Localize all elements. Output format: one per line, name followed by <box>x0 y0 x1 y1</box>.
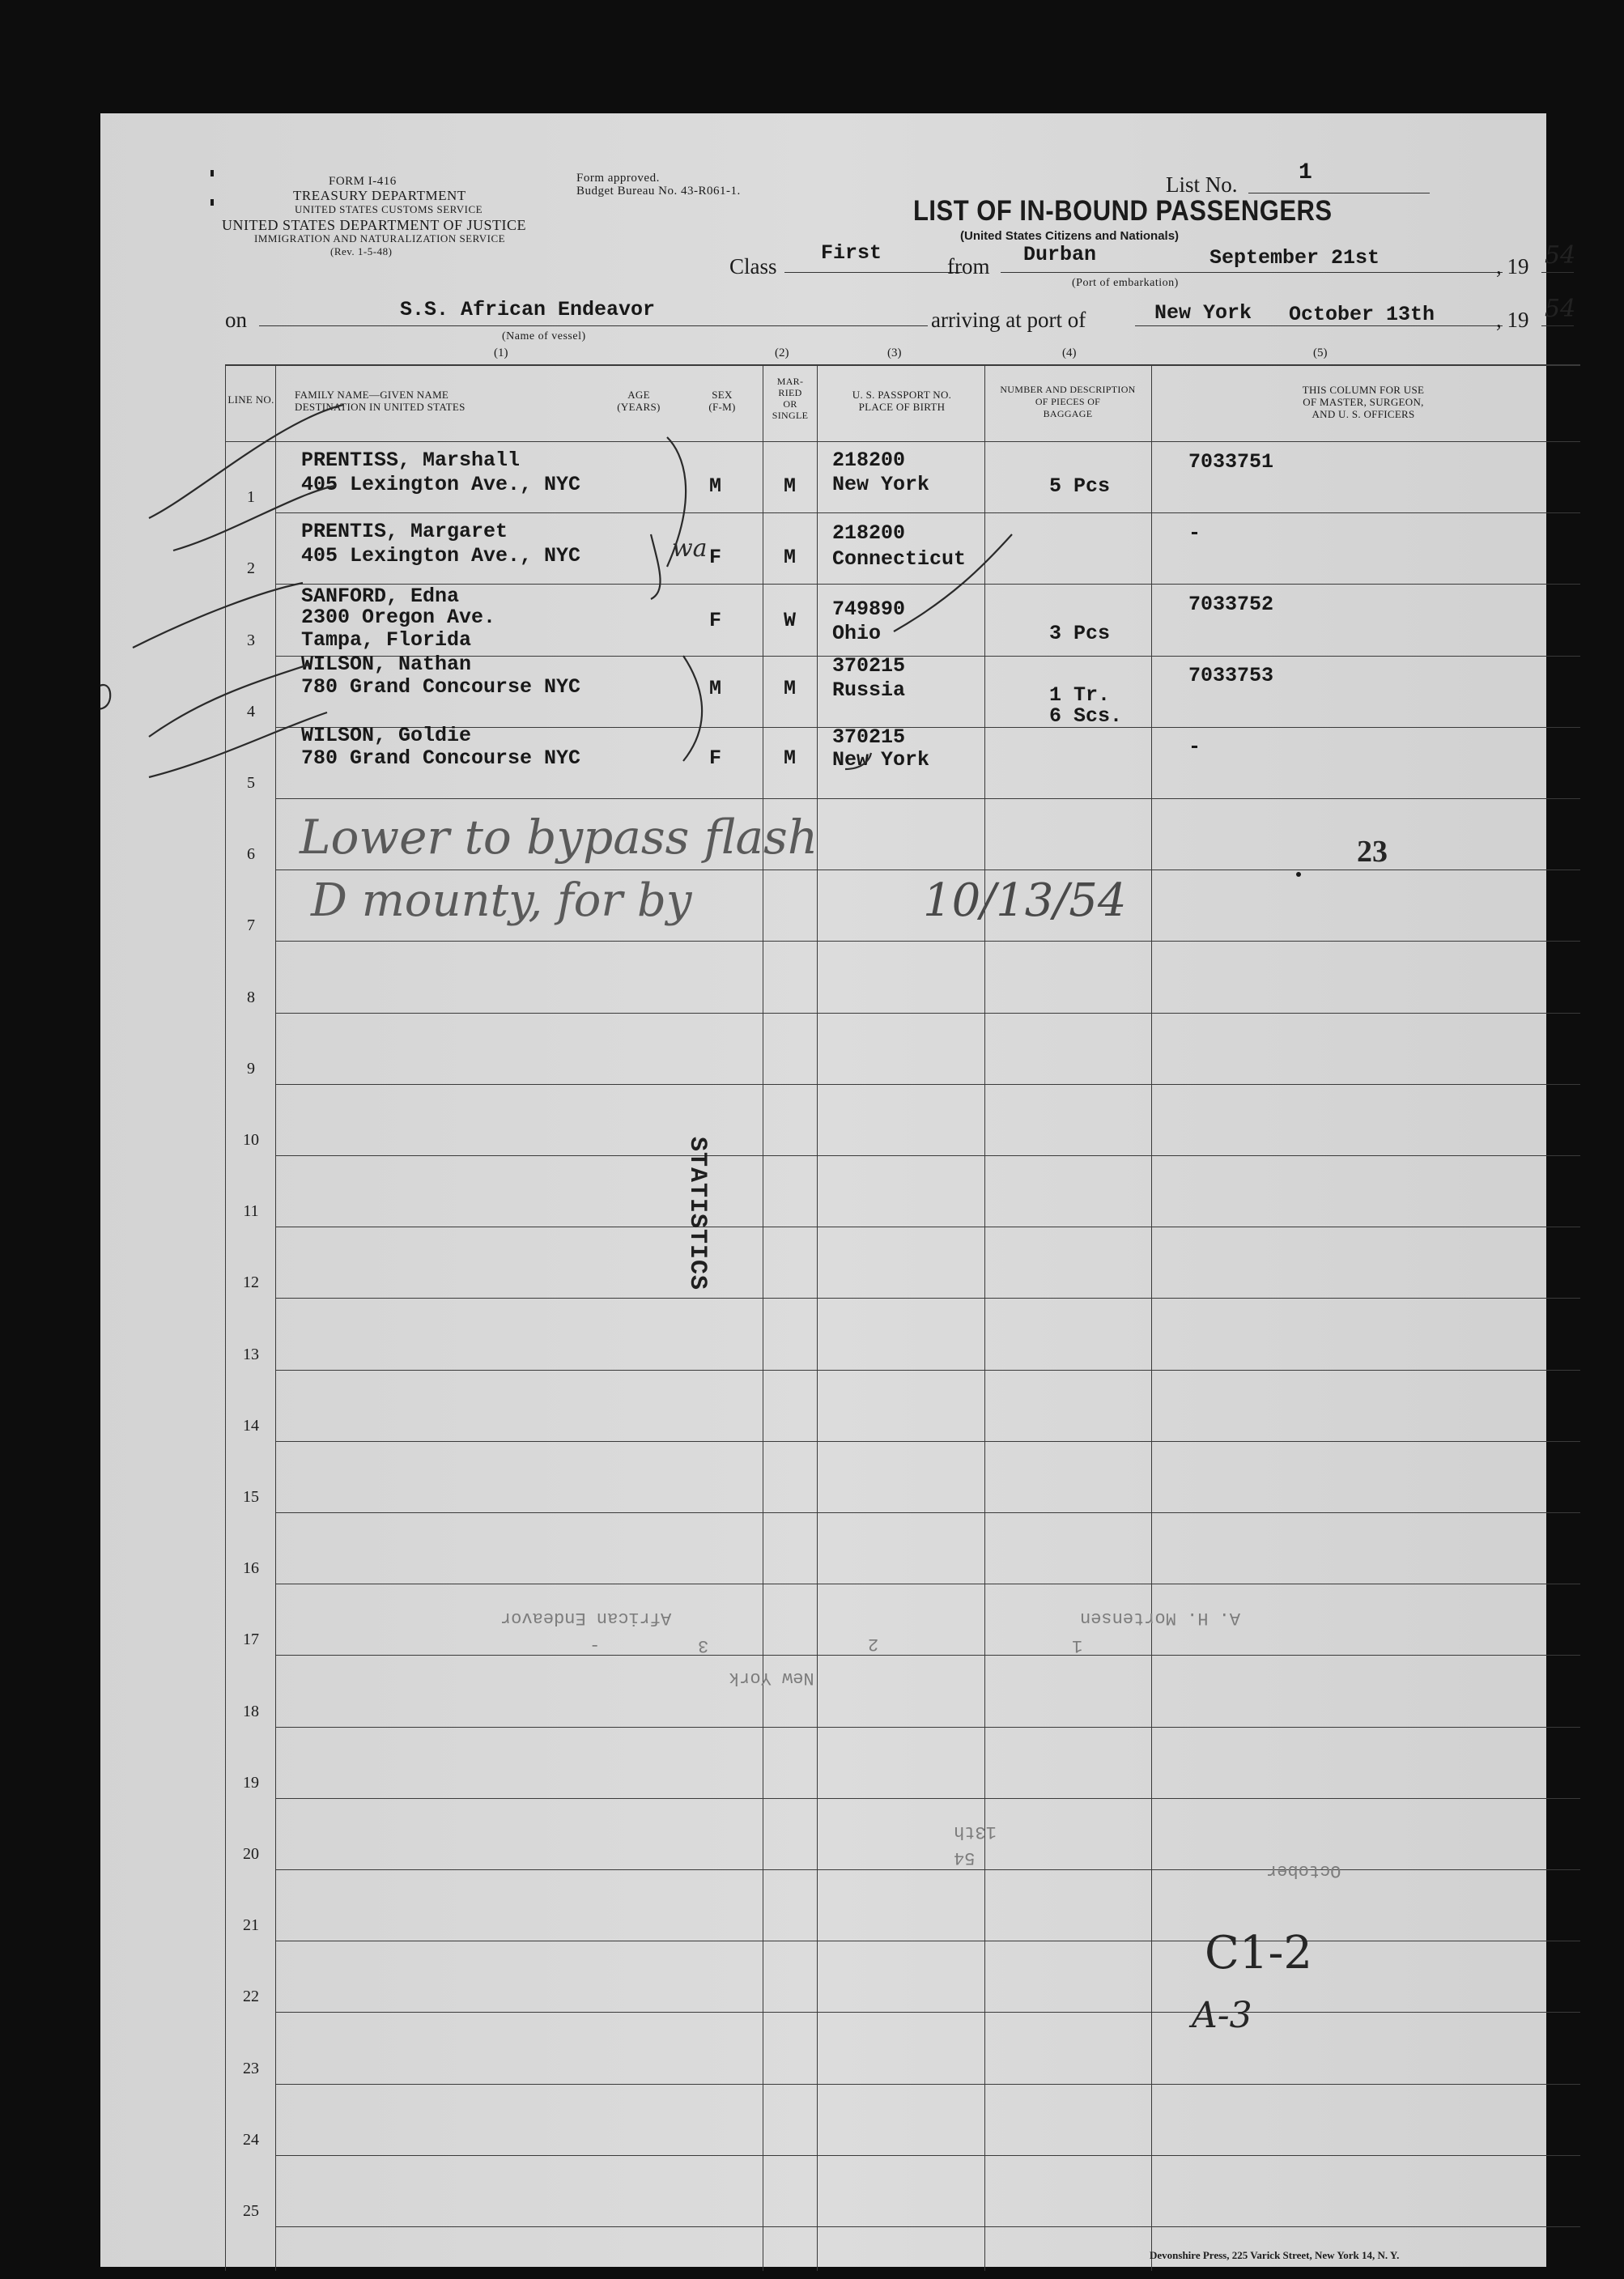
passenger-name: WILSON, Goldie <box>301 724 472 747</box>
birthplace: Russia <box>832 678 906 702</box>
passenger-name: WILSON, Nathan <box>301 653 472 676</box>
bleed-through-text: A. H. Mortensen <box>1080 1608 1241 1628</box>
vessel-name: S.S. African Endeavor <box>400 298 656 321</box>
bleed-through-text: African Endeavor <box>500 1608 672 1628</box>
bracket-mark <box>683 656 702 761</box>
passenger-marital: W <box>784 609 797 632</box>
passport-number: 218200 <box>832 449 906 472</box>
officer-entry: - <box>1188 735 1201 759</box>
from-label: from <box>947 254 990 278</box>
line-number: 6 <box>247 845 255 864</box>
officer-entry: 7033751 <box>1188 450 1274 474</box>
form-number: FORM I-416 <box>329 175 397 188</box>
passenger-sex: M <box>709 677 722 700</box>
header-baggage: NUMBER AND DESCRIPTION OF PIECES OF BAGGAGE <box>1000 384 1136 419</box>
vessel-caption: (Name of vessel) <box>502 330 586 342</box>
handwritten-note: Lower to bypass flash <box>300 810 818 865</box>
line-number: 9 <box>247 1059 255 1078</box>
header-name: FAMILY NAME—GIVEN NAME DESTINATION IN UNITED STATES <box>295 389 466 413</box>
customs-service: UNITED STATES CUSTOMS SERVICE <box>295 203 483 215</box>
col-number-1: (1) <box>494 347 508 359</box>
officer-entry: 7033753 <box>1188 664 1274 687</box>
margin-tick <box>210 170 214 176</box>
line-number: 12 <box>243 1273 259 1292</box>
bleed-through-text: - <box>589 1635 601 1656</box>
passenger-sex: F <box>709 546 722 569</box>
bleed-through-paragraph <box>262 1627 1525 1797</box>
passport-number: 370215 <box>832 654 906 678</box>
passenger-name: SANFORD, Edna <box>301 585 460 608</box>
passenger-marital: M <box>784 474 797 498</box>
officer-entry: - <box>1188 521 1201 545</box>
passenger-address: 405 Lexington Ave., NYC <box>301 473 581 496</box>
bracket-mark <box>651 534 661 599</box>
passenger-sex: F <box>709 609 722 632</box>
baggage: 1 Tr. 6 Scs. <box>1049 683 1123 728</box>
line-number: 24 <box>243 2130 259 2149</box>
line-number: 22 <box>243 1988 259 2006</box>
statistics-stamp: STATISTICS <box>683 1137 711 1291</box>
line-number: 16 <box>243 1559 259 1578</box>
line-number: 11 <box>243 1202 259 1221</box>
birthplace: New York <box>832 473 930 496</box>
col-number-2: (2) <box>775 347 789 359</box>
form-approved: Form approved. <box>576 172 660 185</box>
arrival-year: 54 <box>1545 295 1576 323</box>
handwritten-signature: D mounty, for by <box>311 874 692 927</box>
line-number: 2 <box>247 559 255 578</box>
header-passport: U. S. PASSPORT NO. PLACE OF BIRTH <box>852 389 952 413</box>
passport-number: 218200 <box>832 521 906 545</box>
header-marital: MAR- RIED OR SINGLE <box>772 376 809 421</box>
embarkation-port: Durban <box>1023 243 1097 266</box>
class-value: First <box>821 241 882 265</box>
passenger-marital: M <box>784 677 797 700</box>
margin-mark <box>100 685 110 709</box>
line-number: 8 <box>247 988 255 1006</box>
strike-mark <box>894 534 1012 631</box>
passenger-sex: F <box>709 746 722 770</box>
manifest-page <box>100 113 1576 2267</box>
bleed-through-text: 3 <box>698 1635 709 1656</box>
passenger-address: 780 Grand Concourse NYC <box>301 675 581 699</box>
bleed-through-text: New York <box>729 1668 814 1688</box>
col-number-5: (5) <box>1313 347 1328 359</box>
header-officers: THIS COLUMN FOR USE OF MASTER, SURGEON, AND U. S. OFFICERS <box>1302 384 1425 420</box>
header-sex: SEX (F-M) <box>708 389 736 413</box>
treasury-department: TREASURY DEPARTMENT <box>293 188 466 203</box>
line-number: 7 <box>247 916 255 935</box>
form-revision: (Rev. 1-5-48) <box>330 245 393 257</box>
strike-mark <box>149 664 311 737</box>
line-number: 19 <box>243 1773 259 1792</box>
class-label: Class <box>729 254 777 278</box>
line-number: 21 <box>243 1916 259 1935</box>
baggage: 3 Pcs <box>1049 622 1111 645</box>
budget-bureau: Budget Bureau No. 43-R061-1. <box>576 185 741 198</box>
passenger-address: 780 Grand Concourse NYC <box>301 746 581 770</box>
printer-footer: Devonshire Press, 225 Varick Street, New York 14, N. Y. <box>1150 2249 1400 2261</box>
margin-tick <box>210 199 214 206</box>
arrival-port: New York <box>1154 301 1252 325</box>
justice-department: UNITED STATES DEPARTMENT OF JUSTICE <box>222 217 527 233</box>
line-number: 15 <box>243 1488 259 1506</box>
birthplace: Connecticut <box>832 547 967 571</box>
arriving-label: arriving at port of <box>931 308 1086 332</box>
bleed-through-text: 1 <box>1072 1635 1083 1656</box>
passenger-marital: M <box>784 746 797 770</box>
line-number: 3 <box>247 631 255 649</box>
passenger-address: Tampa, Florida <box>301 628 472 652</box>
passenger-name: PRENTIS, Margaret <box>301 520 508 543</box>
passenger-sex: M <box>709 474 722 498</box>
passport-number: 370215 <box>832 725 906 749</box>
arrival-date: October 13th <box>1289 303 1435 326</box>
line-number: 5 <box>247 774 255 792</box>
list-label: List No. <box>1166 172 1238 197</box>
strike-mark <box>149 405 343 518</box>
line-number: 14 <box>243 1416 259 1435</box>
departure-year: 54 <box>1545 241 1576 270</box>
col-number-4: (4) <box>1062 347 1077 359</box>
line-number: 25 <box>243 2202 259 2220</box>
passenger-address: 2300 Oregon Ave. <box>301 606 496 629</box>
line-number: 13 <box>243 1345 259 1363</box>
header-age: AGE (YEARS) <box>617 389 661 413</box>
line-number: 23 <box>243 2059 259 2077</box>
line-number: 17 <box>243 1631 259 1649</box>
page-title: LIST OF IN-BOUND PASSENGERS <box>913 194 1333 227</box>
bleed-through-text: October <box>1266 1860 1341 1881</box>
passenger-address: 405 Lexington Ave., NYC <box>301 544 581 568</box>
strike-mark <box>149 712 327 777</box>
list-number: 1 <box>1299 160 1312 185</box>
bleed-through-text: 54 <box>954 1847 976 1868</box>
header-line-no: LINE NO. <box>227 393 274 406</box>
handwritten-date: 10/13/54 <box>923 874 1127 927</box>
line-number: 1 <box>247 488 255 507</box>
line-number: 10 <box>243 1131 259 1149</box>
officer-entry: 7033752 <box>1188 593 1274 616</box>
handwritten-code: A-3 <box>1192 1995 1252 2036</box>
passenger-marital: M <box>784 546 797 569</box>
pen-dot <box>1296 872 1301 877</box>
stamped-count: 23 <box>1357 835 1388 869</box>
pen-marks <box>100 113 1546 2267</box>
bleed-through-text: 2 <box>868 1634 879 1654</box>
departure-date: September 21st <box>1209 246 1380 270</box>
handwritten-code: C1-2 <box>1205 1927 1313 1979</box>
strike-mark <box>173 486 335 551</box>
arrival-year-prefix: , 19 <box>1496 308 1529 332</box>
bracket-mark <box>845 753 871 769</box>
birthplace: Ohio <box>832 622 882 645</box>
departure-year-prefix: , 19 <box>1496 254 1529 278</box>
line-number: 4 <box>247 702 255 721</box>
col-number-3: (3) <box>887 347 902 359</box>
strike-mark <box>133 583 303 648</box>
ins-service: IMMIGRATION AND NATURALIZATION SERVICE <box>254 232 506 244</box>
baggage: 5 Pcs <box>1049 474 1111 498</box>
birthplace: New York <box>832 748 930 772</box>
passport-number: 749890 <box>832 597 906 621</box>
line-number: 20 <box>243 1845 259 1863</box>
page-subtitle: (United States Citizens and Nationals) <box>960 229 1180 243</box>
port-caption: (Port of embarkation) <box>1072 277 1179 289</box>
bleed-through-text: 13th <box>954 1822 997 1842</box>
line-number: 18 <box>243 1702 259 1720</box>
handwritten-mark: wa <box>672 534 708 563</box>
on-label: on <box>225 308 247 332</box>
passenger-name: PRENTISS, Marshall <box>301 449 521 472</box>
